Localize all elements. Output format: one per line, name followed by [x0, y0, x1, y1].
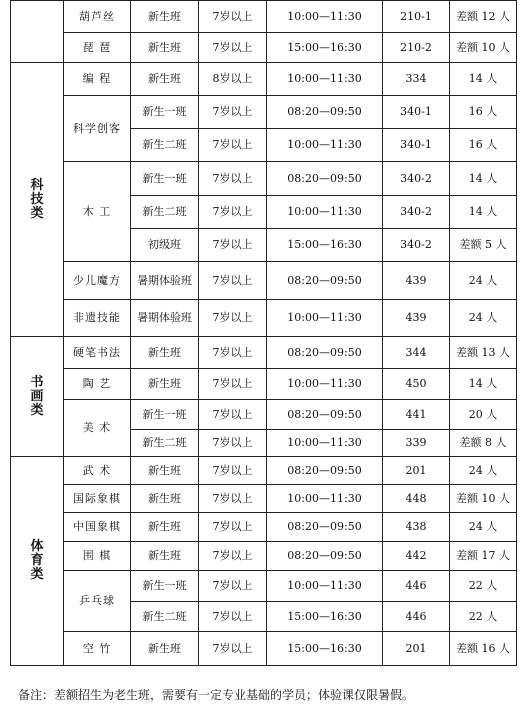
class-type-cell: 新生二班 — [131, 430, 199, 457]
time-slot-cell: 10:00—11:30 — [267, 63, 383, 96]
room-cell: 442 — [383, 542, 450, 571]
quota-cell: 差额 5 人 — [450, 229, 517, 262]
category-cell: 书 画 类 — [11, 337, 64, 457]
age-requirement-cell: 7岁以上 — [199, 33, 267, 63]
class-type-cell: 新生一班 — [131, 571, 199, 602]
category-cell — [11, 1, 64, 63]
quota-cell: 14 人 — [450, 162, 517, 196]
course-name-cell: 硬笔书法 — [64, 337, 131, 369]
age-requirement-cell: 7岁以上 — [199, 571, 267, 602]
quota-cell: 差额 8 人 — [450, 430, 517, 457]
quota-cell: 24 人 — [450, 262, 517, 300]
table-row — [11, 33, 517, 63]
quota-cell: 24 人 — [450, 300, 517, 337]
age-requirement-cell: 7岁以上 — [199, 400, 267, 430]
quota-cell: 16 人 — [450, 96, 517, 129]
time-slot-cell: 10:00—11:30 — [267, 196, 383, 229]
class-type-cell: 新生二班 — [131, 129, 199, 162]
quota-cell: 差额 10 人 — [450, 485, 517, 513]
course-name-cell: 美 术 — [64, 400, 131, 457]
room-cell: 340-1 — [383, 96, 450, 129]
course-name-cell: 编 程 — [64, 63, 131, 96]
class-type-cell: 新生班 — [131, 457, 199, 485]
table-row — [11, 96, 517, 129]
class-type-cell: 新生班 — [131, 369, 199, 400]
class-type-cell: 新生班 — [131, 632, 199, 666]
age-requirement-cell: 7岁以上 — [199, 430, 267, 457]
table-row — [11, 162, 517, 196]
table-row — [11, 369, 517, 400]
time-slot-cell: 08:20—09:50 — [267, 457, 383, 485]
quota-cell: 16 人 — [450, 129, 517, 162]
time-slot-cell: 08:20—09:50 — [267, 162, 383, 196]
class-type-cell: 新生班 — [131, 542, 199, 571]
room-cell: 201 — [383, 632, 450, 666]
age-requirement-cell: 7岁以上 — [199, 602, 267, 632]
quota-cell: 差额 10 人 — [450, 33, 517, 63]
time-slot-cell: 08:20—09:50 — [267, 513, 383, 542]
time-slot-cell: 10:00—11:30 — [267, 430, 383, 457]
time-slot-cell: 10:00—11:30 — [267, 485, 383, 513]
room-cell: 340-2 — [383, 196, 450, 229]
age-requirement-cell: 7岁以上 — [199, 300, 267, 337]
quota-cell: 14 人 — [450, 196, 517, 229]
quota-cell: 14 人 — [450, 63, 517, 96]
time-slot-cell: 08:20—09:50 — [267, 262, 383, 300]
class-type-cell: 新生班 — [131, 513, 199, 542]
room-cell: 210-2 — [383, 33, 450, 63]
time-slot-cell: 15:00—16:30 — [267, 632, 383, 666]
quota-cell: 22 人 — [450, 571, 517, 602]
quota-cell: 24 人 — [450, 457, 517, 485]
age-requirement-cell: 7岁以上 — [199, 162, 267, 196]
quota-cell: 22 人 — [450, 602, 517, 632]
course-name-cell: 科学创客 — [64, 96, 131, 162]
age-requirement-cell: 7岁以上 — [199, 96, 267, 129]
course-name-cell: 武 术 — [64, 457, 131, 485]
class-type-cell: 新生班 — [131, 1, 199, 33]
room-cell: 210-1 — [383, 1, 450, 33]
course-name-cell: 国际象棋 — [64, 485, 131, 513]
class-type-cell: 新生二班 — [131, 196, 199, 229]
age-requirement-cell: 7岁以上 — [199, 632, 267, 666]
age-requirement-cell: 7岁以上 — [199, 369, 267, 400]
course-name-cell: 葫芦丝 — [64, 1, 131, 33]
time-slot-cell: 08:20—09:50 — [267, 96, 383, 129]
age-requirement-cell: 7岁以上 — [199, 1, 267, 33]
category-cell: 科 技 类 — [11, 63, 64, 337]
room-cell: 450 — [383, 369, 450, 400]
room-cell: 441 — [383, 400, 450, 430]
course-name-cell: 空 竹 — [64, 632, 131, 666]
age-requirement-cell: 7岁以上 — [199, 229, 267, 262]
course-name-cell: 陶 艺 — [64, 369, 131, 400]
room-cell: 438 — [383, 513, 450, 542]
room-cell: 439 — [383, 300, 450, 337]
category-cell: 体 育 类 — [11, 457, 64, 666]
table-row — [11, 485, 517, 513]
class-type-cell: 暑期体验班 — [131, 262, 199, 300]
time-slot-cell: 15:00—16:30 — [267, 229, 383, 262]
quota-cell: 差额 16 人 — [450, 632, 517, 666]
time-slot-cell: 10:00—11:30 — [267, 129, 383, 162]
time-slot-cell: 08:20—09:50 — [267, 400, 383, 430]
room-cell: 439 — [383, 262, 450, 300]
quota-cell: 差额 17 人 — [450, 542, 517, 571]
table-row — [11, 632, 517, 666]
quota-cell: 20 人 — [450, 400, 517, 430]
class-type-cell: 新生一班 — [131, 96, 199, 129]
class-type-cell: 新生班 — [131, 337, 199, 369]
course-name-cell: 非遗技能 — [64, 300, 131, 337]
age-requirement-cell: 7岁以上 — [199, 337, 267, 369]
room-cell: 334 — [383, 63, 450, 96]
room-cell: 340-2 — [383, 162, 450, 196]
time-slot-cell: 10:00—11:30 — [267, 300, 383, 337]
class-type-cell: 新生班 — [131, 485, 199, 513]
room-cell: 340-2 — [383, 229, 450, 262]
age-requirement-cell: 7岁以上 — [199, 196, 267, 229]
time-slot-cell: 08:20—09:50 — [267, 337, 383, 369]
table-row — [11, 63, 517, 96]
room-cell: 339 — [383, 430, 450, 457]
time-slot-cell: 15:00—16:30 — [267, 602, 383, 632]
quota-cell: 24 人 — [450, 513, 517, 542]
room-cell: 344 — [383, 337, 450, 369]
table-row — [11, 513, 517, 542]
class-type-cell: 新生一班 — [131, 162, 199, 196]
course-name-cell: 中国象棋 — [64, 513, 131, 542]
time-slot-cell: 15:00—16:30 — [267, 33, 383, 63]
time-slot-cell: 10:00—11:30 — [267, 571, 383, 602]
course-name-cell: 少儿魔方 — [64, 262, 131, 300]
room-cell: 201 — [383, 457, 450, 485]
table-row — [11, 337, 517, 369]
class-type-cell: 初级班 — [131, 229, 199, 262]
time-slot-cell: 10:00—11:30 — [267, 1, 383, 33]
room-cell: 446 — [383, 571, 450, 602]
table-row — [11, 542, 517, 571]
age-requirement-cell: 7岁以上 — [199, 513, 267, 542]
table-row — [11, 400, 517, 430]
room-cell: 340-1 — [383, 129, 450, 162]
quota-cell: 差额 13 人 — [450, 337, 517, 369]
class-type-cell: 暑期体验班 — [131, 300, 199, 337]
class-type-cell: 新生一班 — [131, 400, 199, 430]
quota-cell: 差额 12 人 — [450, 1, 517, 33]
age-requirement-cell: 7岁以上 — [199, 485, 267, 513]
table-row — [11, 457, 517, 485]
class-type-cell: 新生班 — [131, 33, 199, 63]
room-cell: 448 — [383, 485, 450, 513]
table-row — [11, 300, 517, 337]
time-slot-cell: 10:00—11:30 — [267, 369, 383, 400]
age-requirement-cell: 7岁以上 — [199, 542, 267, 571]
quota-cell: 14 人 — [450, 369, 517, 400]
table-row — [11, 571, 517, 602]
course-name-cell: 琵 琶 — [64, 33, 131, 63]
course-name-cell: 乒乓球 — [64, 571, 131, 632]
age-requirement-cell: 7岁以上 — [199, 262, 267, 300]
class-type-cell: 新生二班 — [131, 602, 199, 632]
table-row — [11, 262, 517, 300]
course-name-cell: 围 棋 — [64, 542, 131, 571]
table-row — [11, 1, 517, 33]
time-slot-cell: 08:20—09:50 — [267, 542, 383, 571]
room-cell: 446 — [383, 602, 450, 632]
age-requirement-cell: 7岁以上 — [199, 129, 267, 162]
age-requirement-cell: 8岁以上 — [199, 63, 267, 96]
footnote: 备注：差额招生为老生班，需要有一定专业基础的学员；体验课仅限暑假。 — [18, 688, 415, 702]
age-requirement-cell: 7岁以上 — [199, 457, 267, 485]
course-name-cell: 木 工 — [64, 162, 131, 262]
course-schedule-table — [10, 0, 517, 666]
class-type-cell: 新生班 — [131, 63, 199, 96]
